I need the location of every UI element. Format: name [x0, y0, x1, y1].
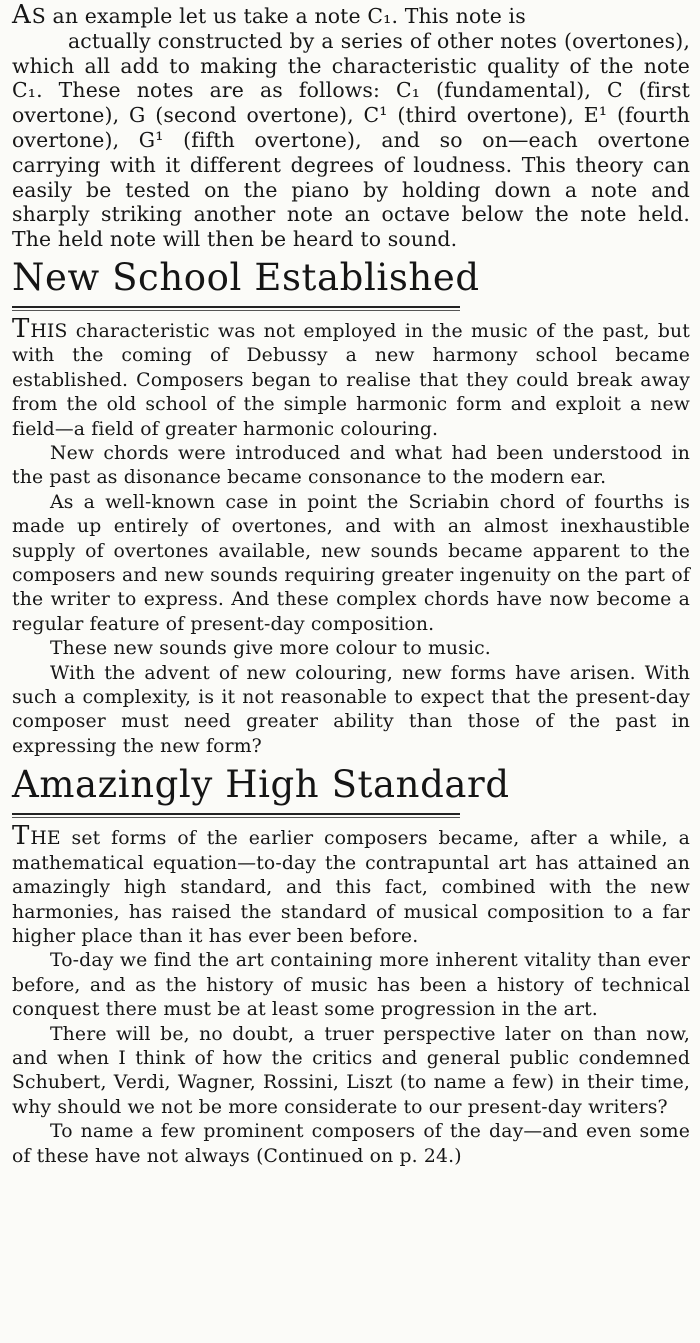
drop-cap: T [12, 821, 31, 852]
paragraph: As a well-known case in point the Scriabin chord of fourths is made up entirely of overtones, and with an almost inexhaustible supply of overtones available, new sounds became apparent to the composers and new sounds requiring greater ingenuity on the part of the writer to express. And these complex chords have now become a regular feature of present-day composition. [12, 491, 690, 635]
section-new-school [12, 313, 690, 759]
section-heading-new-school: New School Established [12, 255, 480, 299]
section-heading-high-standard: Amazingly High Standard [12, 763, 510, 807]
drop-cap: T [12, 313, 31, 344]
paragraph: There will be, no doubt, a truer perspective later on than now, and when I think of how the critics and general public condemned Schubert, Verdi, Wagner, Rossini, Liszt (to name a few) in their time, why should we not be more considerate to our present-day writers? [12, 1023, 690, 1118]
paragraph: To name a few prominent composers of the day—and even some of these have not always (Continued on p. 24.) [12, 1121, 690, 1167]
paragraph: With the advent of new colouring, new forms have arisen. With such a complexity, is it not reasonable to expect that the present-day composer must need greater ability than those of the past in expressing the new form? [12, 662, 690, 757]
intro-paragraph: actually constructed by a series of other notes (overtones), which all add to making the characteristic quality of the note C₁. These notes are as follows: C₁ (fundamental), C (first overtone), G (second overtone), C¹ (third overtone), E¹ (fourth overtone), G¹ (fifth overtone), and so on—each overtone carrying with it different degrees of loudness. This theory can easily be tested on the piano by holding down a note and sharply striking another note an octave below the note held. The held note will then be heard to sound. [12, 28, 690, 252]
heading-rule [12, 813, 460, 818]
section1-first-paragraph: THIS characteristic was not employed in the music of the past, but with the coming of Debussy a new harmony school became established. Composers began to realise that they could break away from the old school of the simple harmonic form and exploit a new field—a field of greater harmonic colouring. [12, 313, 690, 440]
heading-rule [12, 306, 460, 311]
paragraph: These new sounds give more colour to music. [50, 638, 491, 660]
intro-first-line: AS an example let us take a note C₁. This note is [12, 0, 526, 30]
section2-first-paragraph: THE set forms of the earlier composers became, after a while, a mathematical equation—to-day the contrapuntal art has attained an amazingly high standard, and this fact, combined with the new harmonies, has raised the standard of musical composition to a far higher place than it has ever been before. [12, 821, 690, 947]
paragraph: New chords were introduced and what had been understood in the past as disonance became consonance to the modern ear. [12, 443, 690, 489]
paragraph: To-day we find the art containing more inherent vitality than ever before, and as the history of music has been a history of technical conquest there must be at least some progression in the art. [12, 950, 690, 1021]
drop-cap: A [12, 0, 32, 30]
section-high-standard [12, 821, 690, 1169]
